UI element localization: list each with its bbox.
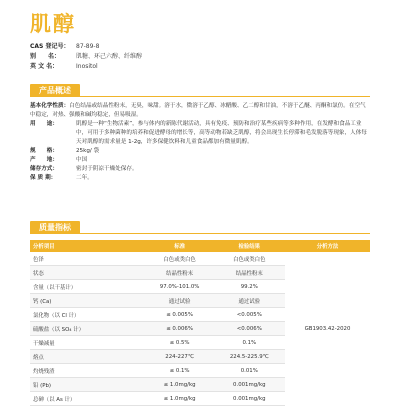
- header-cell: 检验结果: [214, 240, 285, 252]
- standard-cell: 结晶性粉末: [146, 266, 214, 280]
- item-cell: 总砷（以 As 计）: [30, 392, 146, 406]
- table-row: [30, 252, 370, 266]
- meta-alias: [30, 52, 142, 62]
- header-cell: 标准: [146, 240, 214, 252]
- result-cell: 224.5-225.9℃: [214, 350, 285, 364]
- standard-cell: ≤ 1.0mg/kg: [146, 378, 214, 392]
- origin: [30, 156, 370, 165]
- usage: [30, 120, 370, 147]
- standard-cell: ≤ 0.006%: [146, 322, 214, 336]
- storage-label: 储存方式：: [30, 166, 58, 172]
- standard-cell: 97.0%-101.0%: [146, 280, 214, 294]
- quality-spec-table: [30, 240, 370, 406]
- result-cell: 0.1%: [214, 336, 285, 350]
- meta-label: CAS 登记号：: [30, 43, 70, 50]
- item-cell: 硫酸盐（以 SO₄ 计）: [30, 322, 146, 336]
- item-cell: 钙 (Ca): [30, 294, 146, 308]
- item-cell: 铅 (Pb): [30, 378, 146, 392]
- item-cell: 含量（以干基计）: [30, 280, 146, 294]
- chem-label: 基本化学性质：: [30, 103, 70, 109]
- chem-text: 白色结晶或结晶性粉末，无臭，味甜。溶于水，微溶于乙醇、冰醋酸、乙二醇和甘油，不溶于乙醚、丙酮和氯仿。在空气中稳定，对热、强酸和碱均稳定，但易吸湿。: [30, 103, 366, 118]
- meta-label: 英 文 名：: [30, 63, 59, 70]
- header-cell: 分析方法: [285, 240, 370, 252]
- origin-text: 中国: [76, 157, 88, 163]
- meta-value: 肌糖、环己六醇、纤维醇: [76, 53, 143, 60]
- standard-cell: 224-227℃: [146, 350, 214, 364]
- standard-cell: ≤ 0.1%: [146, 364, 214, 378]
- result-cell: 0.001mg/kg: [214, 378, 285, 392]
- section-quality-heading: 质量指标: [30, 221, 80, 234]
- product-title: 肌醇: [30, 12, 76, 36]
- result-cell: <0.005%: [214, 308, 285, 322]
- result-cell: 0.001mg/kg: [214, 392, 285, 406]
- use-text: 肌醇是一种“生物活素”，参与体内的新陈代谢活动，具有免疫、预防和治疗某些疾病等多种作用，在发酵和食品工业中，可用于多种菌种的培养和促进酵母的增长等，高等动物若缺乏肌醇，将会出现生长停滞和毛发脱落等现象，人体每天对肌醇的需求量是 1-2g，许多保健饮料和儿童食品都加有微量肌醇。: [76, 121, 367, 145]
- product-meta: [30, 42, 142, 72]
- use-label: 用 途：: [30, 121, 58, 127]
- meta-cas: [30, 42, 142, 52]
- storage-text: 密封于阴凉干燥处保存。: [76, 166, 138, 172]
- meta-value: Inositol: [76, 63, 98, 70]
- method-cell: GB1903.42-2020: [285, 252, 370, 406]
- result-cell: <0.006%: [214, 322, 285, 336]
- shelf-text: 二年。: [76, 175, 93, 181]
- meta-english-name: [30, 62, 142, 72]
- shelf-life: [30, 174, 370, 183]
- shelf-label: 保 质 期：: [30, 175, 57, 181]
- header-cell: 分析项目: [30, 240, 146, 252]
- result-cell: 0.01%: [214, 364, 285, 378]
- item-cell: 熔点: [30, 350, 146, 364]
- table-header-row: [30, 240, 370, 252]
- result-cell: 结晶性粉末: [214, 266, 285, 280]
- package: [30, 147, 370, 156]
- result-cell: 99.2%: [214, 280, 285, 294]
- item-cell: 氯化物（以 Cl 计）: [30, 308, 146, 322]
- standard-cell: ≤ 0.5%: [146, 336, 214, 350]
- standard-cell: ≤ 0.005%: [146, 308, 214, 322]
- meta-label: 别 名：: [30, 53, 61, 60]
- meta-value: 87-89-8: [76, 43, 100, 50]
- result-cell: 白色或类白色: [214, 252, 285, 266]
- item-cell: 干燥减量: [30, 336, 146, 350]
- package-text: 25kg/ 袋: [76, 148, 100, 154]
- section-divider: [30, 233, 370, 234]
- package-label: 规 格：: [30, 148, 58, 154]
- product-description: [30, 102, 370, 183]
- section-overview-heading: 产品概述: [30, 84, 80, 97]
- item-cell: 灼烧残渣: [30, 364, 146, 378]
- standard-cell: 白色或类白色: [146, 252, 214, 266]
- origin-label: 产 地：: [30, 157, 58, 163]
- storage: [30, 165, 370, 174]
- standard-cell: 通过试验: [146, 294, 214, 308]
- section-divider: [30, 96, 370, 97]
- item-cell: 色泽: [30, 252, 146, 266]
- item-cell: 状态: [30, 266, 146, 280]
- chem-properties: [30, 102, 370, 120]
- standard-cell: ≤ 1.0mg/kg: [146, 392, 214, 406]
- result-cell: 通过试验: [214, 294, 285, 308]
